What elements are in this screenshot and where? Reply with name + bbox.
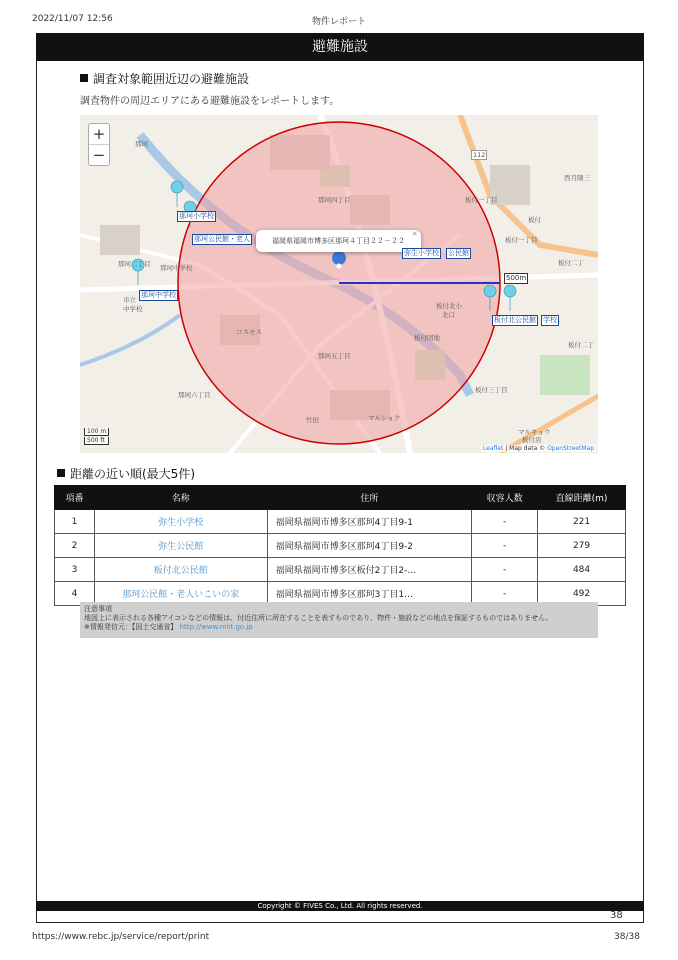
facility-pin[interactable] [171, 181, 183, 207]
place-name: 板付三丁目 [475, 386, 508, 394]
facility-link[interactable]: 弥生小学校 [94, 510, 267, 534]
park [540, 355, 590, 395]
notes-heading: 注意事項 [84, 605, 112, 613]
header-capacity: 収容人数 [472, 486, 538, 510]
stream [80, 315, 180, 365]
place-name: 板付二丁 [558, 259, 584, 267]
facility-label[interactable]: 学校 [543, 316, 557, 324]
print-datetime: 2022/11/07 12:56 [32, 14, 113, 24]
scale-m: 100 m [84, 428, 109, 436]
section-description: 調査物件の周辺エリアにある避難施設をレポートします。 [80, 96, 340, 107]
building [100, 225, 140, 255]
place-name: 市立 [123, 296, 136, 304]
print-title: 物件レポート [311, 17, 366, 27]
square-bullet-icon [80, 74, 88, 82]
scale-bar [84, 428, 109, 446]
place-name: マルキョウ [518, 428, 551, 436]
place-name: 板付北小 [436, 302, 462, 310]
popup-address: 福岡県福岡市博多区那珂４丁目２２－２２ [272, 237, 405, 245]
map-canvas [80, 115, 598, 453]
place-name: 那珂二丁目 [118, 260, 151, 268]
page-banner: 避難施設 [36, 33, 644, 61]
place-name: 板付 [528, 216, 541, 224]
map-view[interactable] [80, 115, 598, 453]
notes-line1: 地図上に表示される各種アイコンなどの情報は、付近住所に所在することを表すものであり、物件・施設などの地点を保証するものではありません。 [84, 614, 553, 622]
facility-label[interactable]: 弥生小学校 [404, 249, 439, 257]
zoom-in-button[interactable]: + [92, 125, 106, 143]
notes-box [80, 602, 598, 638]
copyright-bar: Copyright © FIVES Co., Ltd. All rights reserved. [36, 901, 644, 911]
header-distance: 直線距離(m) [538, 486, 626, 510]
popup-close-icon[interactable]: × [411, 229, 418, 238]
place-name: 板付団地 [414, 334, 440, 342]
facility-label[interactable]: 公民館 [448, 249, 469, 257]
facility-label[interactable]: 那珂小学校 [179, 212, 214, 220]
place-name: 板付二丁 [568, 341, 594, 349]
table-row: 1 弥生小学校 福岡県福岡市博多区那珂4丁目9-1 - 221 [55, 510, 626, 534]
facility-label[interactable]: 板付北公民館 [494, 316, 536, 324]
place-name: 北口 [442, 311, 455, 319]
facility-link[interactable]: 弥生公民館 [94, 534, 267, 558]
notes-line2: ※情報発信元：【国土交通省】 http://www.mlit.go.jp [84, 623, 253, 631]
distance-table [54, 485, 626, 606]
place-name: 那珂五丁目 [318, 352, 351, 360]
facility-link[interactable]: 板付北公民館 [94, 558, 267, 582]
place-name: 西月隈三 [564, 174, 590, 182]
distance-label: 500m [506, 274, 527, 282]
print-url: https://www.rebc.jp/service/report/print [32, 932, 210, 942]
place-name: 板付一丁目 [505, 236, 538, 244]
place-name: 板付店 [522, 436, 542, 444]
map-attribution: Leaflet | Map data © OpenStreetMap [482, 445, 594, 452]
header-no: 項番 [55, 486, 95, 510]
place-name: 板付一丁目 [465, 196, 498, 204]
header-address: 住所 [267, 486, 472, 510]
facility-label[interactable]: 那珂公民館・老人 [194, 235, 250, 243]
place-name: コスモス [236, 328, 262, 336]
square-bullet-icon [57, 469, 65, 477]
facility-link[interactable]: 那珂公民館・老人いこいの家 [94, 582, 267, 606]
zoom-control [88, 123, 110, 166]
osm-link[interactable]: OpenStreetMap [547, 445, 594, 452]
place-name: 那珂四丁目 [318, 196, 351, 204]
place-name: 那珂中学校 [160, 264, 193, 272]
table-row: 3 板付北公民館 福岡県福岡市博多区板付2丁目2-… - 484 [55, 558, 626, 582]
place-name: マルショク [368, 414, 401, 422]
facility-label[interactable]: 那珂中学校 [141, 291, 176, 299]
place-name: 那珂 [135, 140, 148, 148]
header-name: 名称 [94, 486, 267, 510]
route-number: 112 [473, 151, 486, 159]
zoom-out-button[interactable]: − [89, 144, 109, 165]
page-number: 38 [610, 910, 623, 921]
scale-ft: 500 ft [84, 437, 109, 445]
place-name: 竹田 [306, 416, 319, 424]
print-page-count: 38/38 [614, 932, 640, 942]
address-popup [256, 230, 421, 252]
mlit-link[interactable]: http://www.mlit.go.jp [179, 623, 253, 631]
table-row: 4 那珂公民館・老人いこいの家 福岡県福岡市博多区那珂3丁目1… - 492 [55, 582, 626, 606]
section-title-distance: 距離の近い順(最大5件) [57, 465, 195, 482]
facility-pin[interactable] [504, 285, 516, 311]
place-name: 那珂六丁目 [178, 391, 211, 399]
leaflet-link[interactable]: Leaflet [482, 445, 504, 452]
place-name: 中学校 [123, 305, 143, 313]
section-title-facilities: 調査対象範囲近辺の避難施設 [80, 70, 249, 87]
table-row: 2 弥生公民館 福岡県福岡市博多区那珂4丁目9-2 - 279 [55, 534, 626, 558]
